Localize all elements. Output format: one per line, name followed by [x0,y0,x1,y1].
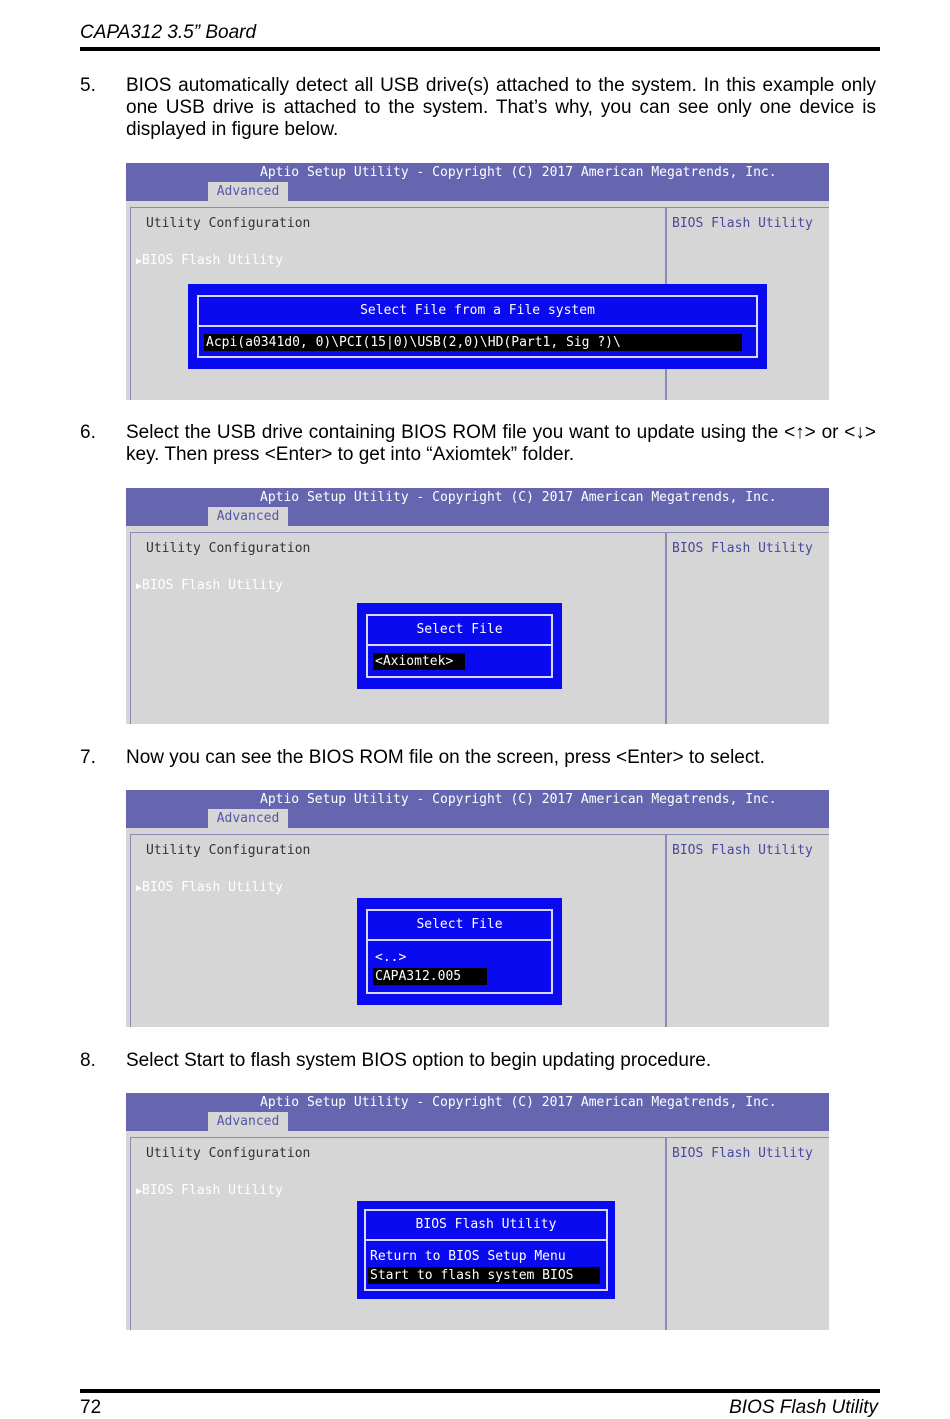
step-8 [80,1050,876,1072]
help-title: BIOS Flash Utility [672,541,813,556]
document-header-title: CAPA312 3.5” Board [80,22,257,43]
bios-flash-utility-popup [357,1201,615,1299]
tab-advanced[interactable]: Advanced [208,809,288,828]
arrow-right-icon: ▶ [136,883,143,894]
step-7 [80,747,876,769]
arrow-right-icon: ▶ [136,1186,143,1197]
tab-advanced[interactable]: Advanced [208,182,288,201]
menu-item-label: BIOS Flash Utility [142,578,283,593]
step-6 [80,422,876,466]
bios-title-bar [126,1093,829,1131]
help-title: BIOS Flash Utility [672,216,813,231]
bios-help-panel [666,834,829,1027]
bios-copyright: Aptio Setup Utility - Copyright (C) 2017 American Megatrends, Inc. [260,490,777,505]
bios-copyright: Aptio Setup Utility - Copyright (C) 2017 American Megatrends, Inc. [260,165,777,180]
step-number: 5. [80,75,96,96]
utility-configuration-label: Utility Configuration [146,216,311,231]
bios-screenshot-4 [126,1093,829,1330]
popup-title: Select File [368,616,551,646]
step-number: 6. [80,422,96,443]
step-text: BIOS automatically detect all USB drive(s) attached to the system. In this example only one USB drive is attached to the system. That’s why, you can see only one device is displayed in figure below. [126,75,876,140]
menu-item-label: BIOS Flash Utility [142,880,283,895]
step-number: 7. [80,747,96,768]
header-rule [80,47,880,51]
return-to-setup-option[interactable]: Return to BIOS Setup Menu [370,1249,566,1264]
bios-help-panel [666,532,829,724]
tab-advanced[interactable]: Advanced [208,1112,288,1131]
step-number: 8. [80,1050,96,1071]
popup-title: Select File [368,911,551,941]
utility-configuration-label: Utility Configuration [146,843,311,858]
step-text: Select the USB drive containing BIOS ROM file you want to update using the <↑> or <↓> key. Then press <Enter> to get into “Axiomtek” folder. [126,422,876,465]
bios-screenshot-1 [126,163,829,400]
select-file-popup [188,284,767,369]
menu-item-label: BIOS Flash Utility [142,253,283,268]
utility-configuration-label: Utility Configuration [146,1146,311,1161]
tab-advanced[interactable]: Advanced [208,507,288,526]
utility-configuration-label: Utility Configuration [146,541,311,556]
select-file-popup [357,603,562,689]
rom-file-item[interactable]: CAPA312.005 [373,968,487,985]
step-text: Select Start to flash system BIOS option to begin updating procedure. [126,1050,712,1071]
popup-title: Select File from a File system [199,297,756,327]
bios-copyright: Aptio Setup Utility - Copyright (C) 2017 American Megatrends, Inc. [260,792,777,807]
parent-directory-item[interactable]: <..> [375,950,407,965]
page-number: 72 [80,1397,102,1418]
popup-frame [197,295,758,358]
step-text: Now you can see the BIOS ROM file on the screen, press <Enter> to select. [126,747,765,768]
footer-rule [80,1389,880,1393]
step-5 [80,75,876,141]
arrow-right-icon: ▶ [136,581,143,592]
folder-item-axiomtek[interactable]: <Axiomtek> [373,653,465,670]
popup-title: BIOS Flash Utility [366,1211,606,1241]
bios-title-bar [126,488,829,526]
select-file-popup [357,898,562,1005]
popup-frame [364,1209,608,1291]
help-title: BIOS Flash Utility [672,843,813,858]
bios-screenshot-3 [126,790,829,1027]
menu-item-label: BIOS Flash Utility [142,1183,283,1198]
bios-copyright: Aptio Setup Utility - Copyright (C) 2017 American Megatrends, Inc. [260,1095,777,1110]
bios-screenshot-2 [126,488,829,724]
menu-item-bios-flash-utility[interactable] [136,578,283,593]
bios-title-bar [126,163,829,201]
file-system-item[interactable]: Acpi(a0341d0, 0)\PCI(15|0)\USB(2,0)\HD(Part1, Sig ?)\ [204,334,742,351]
bios-title-bar [126,790,829,828]
popup-frame [366,909,553,994]
arrow-right-icon: ▶ [136,256,143,267]
start-flash-option[interactable]: Start to flash system BIOS [368,1267,600,1284]
bios-help-panel [666,1137,829,1330]
footer-section-title: BIOS Flash Utility [729,1397,878,1418]
menu-item-bios-flash-utility[interactable] [136,1183,283,1198]
menu-item-bios-flash-utility[interactable] [136,253,283,268]
popup-frame [366,614,553,678]
menu-item-bios-flash-utility[interactable] [136,880,283,895]
help-title: BIOS Flash Utility [672,1146,813,1161]
